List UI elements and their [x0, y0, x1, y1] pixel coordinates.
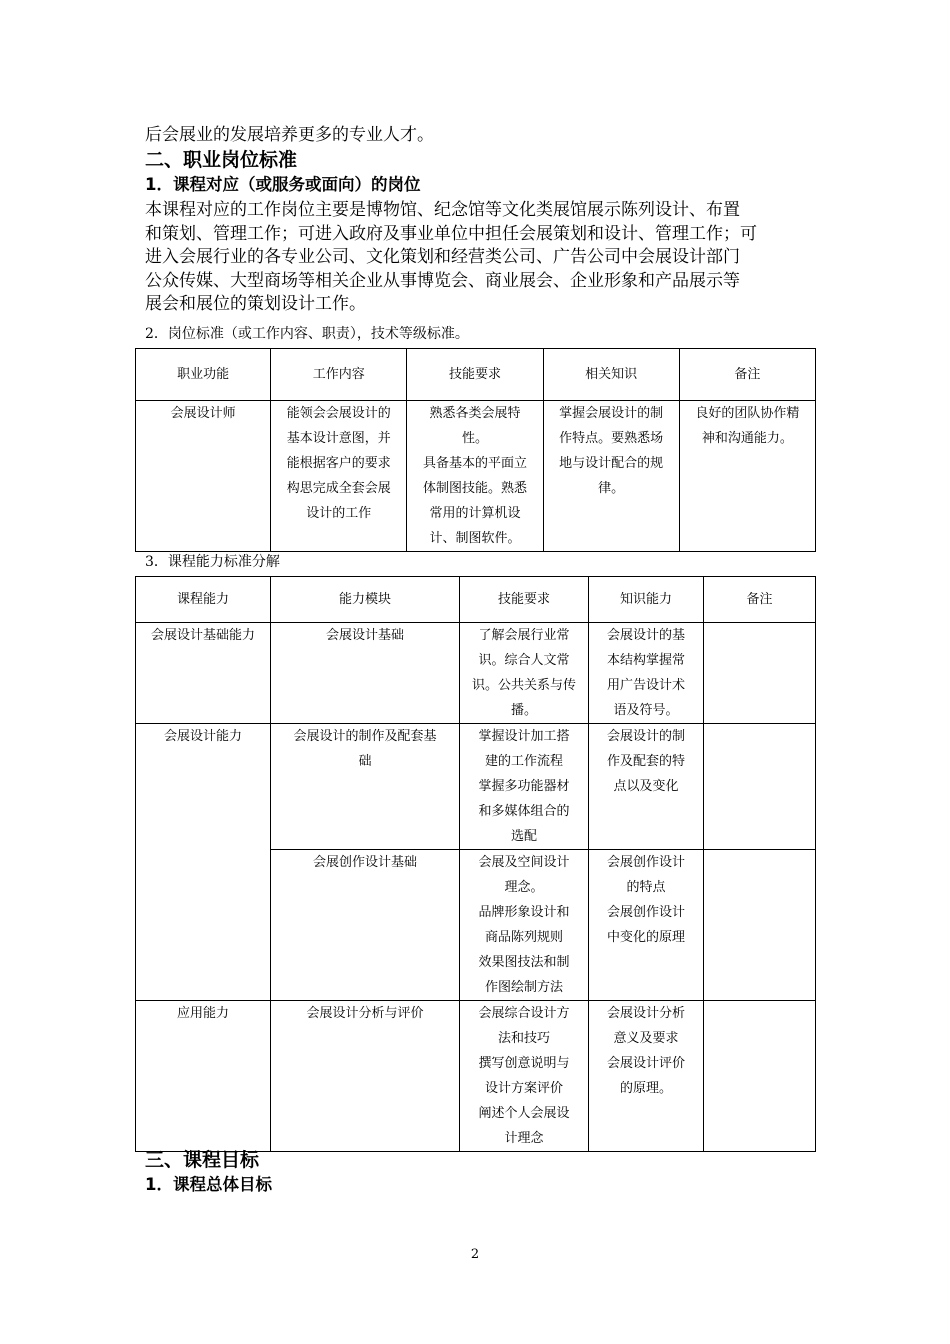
column-header: 能力模块	[271, 577, 460, 623]
cell-line: 的特点	[626, 880, 666, 895]
cell-module	[271, 724, 460, 850]
paragraph-line: 和策划、管理工作；可进入政府及事业单位中担任会展策划和设计、管理工作；可	[145, 223, 757, 244]
cell-line: 的原理。	[619, 1081, 672, 1096]
table-row	[136, 724, 816, 850]
cell-line: 作图绘制方法	[484, 980, 563, 995]
cell-line: 撰写创意说明与	[478, 1056, 570, 1071]
cell-line: 建的工作流程	[484, 754, 563, 769]
cell-line: 设计方案评价	[484, 1081, 563, 1096]
cell-line: 会展设计的制作及配套基	[293, 729, 437, 744]
cell-line: 会展设计评价	[606, 1056, 685, 1071]
column-header: 备注	[704, 577, 816, 623]
cell-line: 地与设计配合的规	[559, 456, 664, 471]
cell-line: 商品陈列规则	[484, 930, 563, 945]
cell-line: 能根据客户的要求	[286, 456, 391, 471]
cell-line: 计理念	[504, 1131, 544, 1146]
cell-line: 了解会展行业常	[478, 628, 570, 643]
cell-ability: 会展设计基础能力	[136, 623, 271, 724]
cell-line: 性。	[461, 431, 488, 446]
cell-line: 设计的工作	[306, 506, 372, 521]
cell-knowledge	[589, 623, 704, 724]
cell-knowledge	[589, 724, 704, 850]
section2-sub3-heading: 3．课程能力标准分解	[145, 554, 280, 570]
cell-line: 效果图技法和制	[478, 955, 570, 970]
section3-sub1-heading: 1．课程总体目标	[145, 1175, 272, 1194]
section3-heading: 三、课程目标	[145, 1149, 260, 1171]
cell-knowledge	[589, 850, 704, 1001]
column-header: 相关知识	[543, 349, 679, 401]
cell-line: 会展设计基础	[325, 628, 404, 643]
cell-line: 良好的团队协作精	[695, 406, 800, 421]
column-header: 课程能力	[136, 577, 271, 623]
column-header: 知识能力	[589, 577, 704, 623]
cell-module	[271, 1001, 460, 1152]
paragraph-line: 本课程对应的工作岗位主要是博物馆、纪念馆等文化类展馆展示陈列设计、布置	[145, 200, 740, 220]
cell-remarks	[679, 401, 815, 552]
paragraph-line: 进入会展行业的各专业公司、文化策划和经营类公司、广告公司中会展设计部门	[145, 247, 740, 267]
cell-remarks	[704, 1001, 816, 1152]
cell-module	[271, 623, 460, 724]
cell-remarks	[704, 850, 816, 1001]
cell-line: 会展综合设计方	[478, 1006, 570, 1021]
cell-remarks	[704, 724, 816, 850]
table-row	[136, 623, 816, 724]
cell-line: 常用的计算机设	[429, 506, 521, 521]
cell-line: 中变化的原理	[606, 930, 685, 945]
cell-line: 会展创作设计	[606, 855, 685, 870]
cell-line: 会展设计师	[170, 406, 236, 421]
cell-skills	[460, 724, 589, 850]
cell-line: 构思完成全套会展	[286, 481, 391, 496]
section2-sub2-heading: 2．岗位标准（或工作内容、职责），技术等级标准。	[145, 326, 469, 342]
cell-line: 识。公共关系与传	[471, 678, 576, 693]
cell-module	[271, 850, 460, 1001]
cell-line: 基本设计意图，并	[286, 431, 391, 446]
column-header: 职业功能	[136, 349, 271, 401]
page-number: 2	[470, 1247, 480, 1262]
cell-line: 品牌形象设计和	[478, 905, 570, 920]
cell-line: 掌握设计加工搭	[478, 729, 570, 744]
cell-line: 播。	[510, 703, 537, 718]
cell-line: 计、制图软件。	[429, 531, 521, 546]
cell-line: 掌握多功能器材	[478, 779, 570, 794]
cell-line: 意义及要求	[613, 1031, 679, 1046]
cell-skills	[460, 1001, 589, 1152]
cell-skills	[407, 401, 543, 552]
cell-knowledge	[589, 1001, 704, 1152]
paragraph-line: 展会和展位的策划设计工作。	[145, 294, 366, 314]
cell-line: 和多媒体组合的	[478, 804, 570, 819]
cell-line: 会展创作设计基础	[312, 855, 417, 870]
table-row	[136, 401, 816, 552]
cell-line: 会展设计分析	[606, 1006, 685, 1021]
cell-remarks	[704, 623, 816, 724]
paragraph-line: 公众传媒、大型商场等相关企业从事博览会、商业展会、企业形象和产品展示等	[145, 270, 740, 291]
cell-skills	[460, 623, 589, 724]
column-header: 技能要求	[407, 349, 543, 401]
cell-knowledge	[543, 401, 679, 552]
cell-line: 点以及变化	[613, 779, 679, 794]
cell-line: 神和沟通能力。	[701, 431, 793, 446]
intro-paragraph: 后会展业的发展培养更多的专业人才。	[145, 125, 434, 145]
cell-function	[136, 401, 271, 552]
cell-skills	[460, 850, 589, 1001]
cell-line: 本结构掌握常	[606, 653, 685, 668]
cell-line: 会展创作设计	[606, 905, 685, 920]
table-header-row	[136, 577, 816, 623]
cell-line: 律。	[598, 481, 625, 496]
job-positions-paragraph	[145, 199, 815, 317]
cell-line: 会展设计的基	[606, 628, 685, 643]
cell-line: 阐述个人会展设	[478, 1106, 570, 1121]
cell-line: 础	[358, 754, 372, 769]
cell-ability: 应用能力	[136, 1001, 271, 1152]
column-header: 备注	[679, 349, 815, 401]
section2-sub1-heading: 1．课程对应（或服务或面向）的岗位	[145, 175, 421, 194]
ability-breakdown-table	[135, 576, 816, 1152]
cell-line: 语及符号。	[613, 703, 679, 718]
cell-line: 具备基本的平面立	[422, 456, 527, 471]
column-header: 技能要求	[460, 577, 589, 623]
cell-line: 法和技巧	[497, 1031, 550, 1046]
cell-line: 体制图技能。熟悉	[422, 481, 527, 496]
table-row	[136, 1001, 816, 1152]
cell-line: 会展设计的制	[606, 729, 685, 744]
section2-heading: 二、职业岗位标准	[145, 149, 298, 171]
cell-line: 作及配套的特	[606, 754, 685, 769]
table-header-row	[136, 349, 816, 401]
cell-line: 选配	[510, 829, 537, 844]
cell-line: 熟悉各类会展特	[429, 406, 521, 421]
cell-line: 会展设计分析与评价	[306, 1006, 424, 1021]
cell-line: 识。综合人文常	[478, 653, 570, 668]
cell-line: 会展及空间设计	[478, 855, 570, 870]
cell-line: 作特点。要熟悉场	[559, 431, 664, 446]
job-standard-table	[135, 348, 816, 552]
cell-line: 能领会会展设计的	[286, 406, 391, 421]
cell-content	[271, 401, 407, 552]
cell-line: 掌握会展设计的制	[559, 406, 664, 421]
cell-ability: 会展设计能力	[136, 724, 271, 1001]
column-header: 工作内容	[271, 349, 407, 401]
cell-line: 用广告设计术	[606, 678, 685, 693]
cell-line: 理念。	[504, 880, 544, 895]
